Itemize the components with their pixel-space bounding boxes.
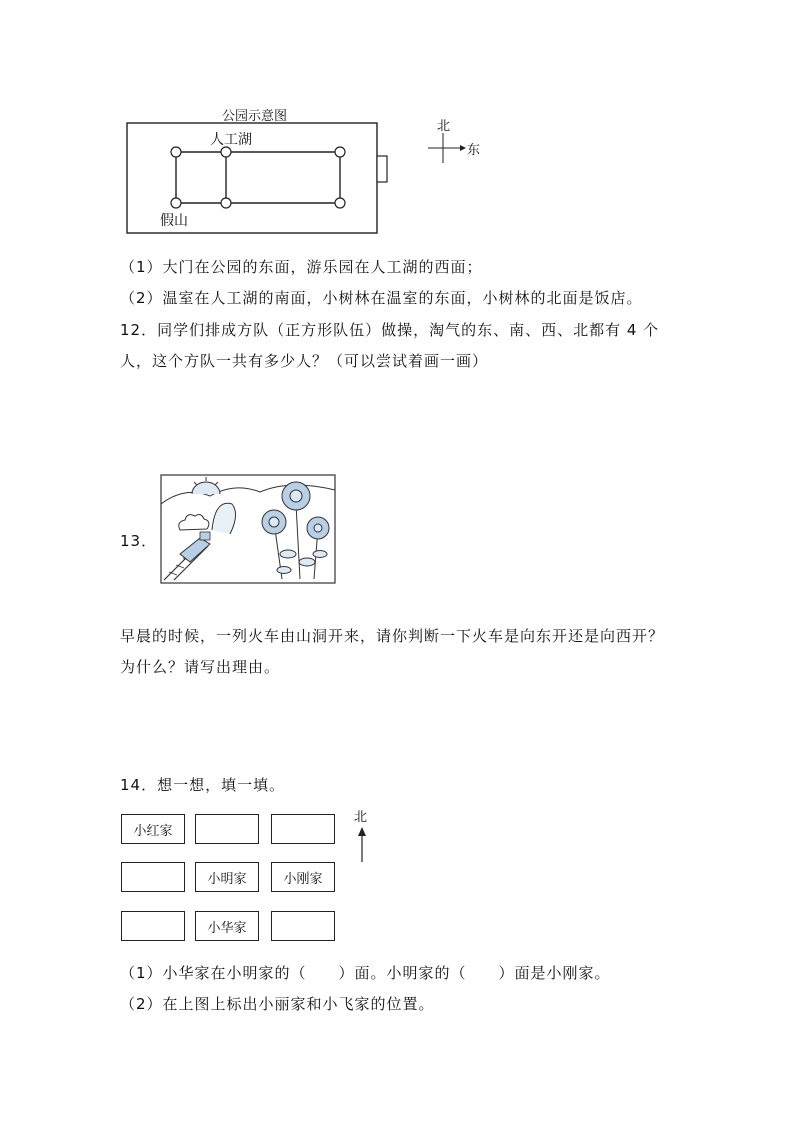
q14-sub-question-1: （1）小华家在小明家的（ ）面。小明家的（ ）面是小刚家。 [120,964,611,982]
north-arrow-icon [350,806,374,866]
train-scene-illustration [160,474,336,584]
compass-east-label: 东 [467,143,481,158]
q13-number: 13． [120,532,158,550]
q14-title: 14．想一想，填一填。 [120,776,286,794]
grid-cell-r3c3[interactable] [271,911,335,941]
compass [428,119,480,163]
q14-sub-question-2: （2）在上图上标出小丽家和小飞家的位置。 [120,995,435,1013]
grid-cell-r2c3: 小刚家 [271,862,335,892]
park-map-figure [120,100,500,240]
label-rockery: 假山 [160,213,188,229]
compass-north-label: 北 [437,119,451,134]
grid-cell-r1c3[interactable] [271,814,335,844]
compass-east-arrow-icon [460,145,466,151]
q12-text-line-1: 12．同学们排成方队（正方形队伍）做操，淘气的东、南、西、北都有 4 个 [120,321,660,339]
grid-cell-r3c1[interactable] [121,911,185,941]
park-paths [176,152,340,203]
label-artificial-lake: 人工湖 [210,132,252,148]
q13-text-line-2: 为什么？请写出理由。 [120,658,281,676]
grid-cell-r1c1: 小红家 [121,814,185,844]
q13-text-line-1: 早晨的时候，一列火车由山洞开来，请你判断一下火车是向东开还是向西开？ [120,627,665,645]
grid-cell-r3c2: 小华家 [195,911,259,941]
grid-cell-r1c2[interactable] [195,814,259,844]
q11-condition-2: （2）温室在人工湖的南面，小树林在温室的东面，小树林的北面是饭店。 [120,289,643,307]
park-gate [377,156,387,182]
park-nodes [171,147,345,208]
park-map-svg [120,100,500,240]
park-map-title: 公园示意图 [222,109,288,124]
q11-condition-1: （1）大门在公园的东面，游乐园在人工湖的西面； [120,258,483,276]
grid-cell-r2c2: 小明家 [195,862,259,892]
q12-text-line-2: 人，这个方队一共有多少人？（可以尝试着画一画） [120,352,489,370]
grid-cell-r2c1[interactable] [121,862,185,892]
north-label: 北 [354,810,368,825]
north-indicator [350,806,374,866]
